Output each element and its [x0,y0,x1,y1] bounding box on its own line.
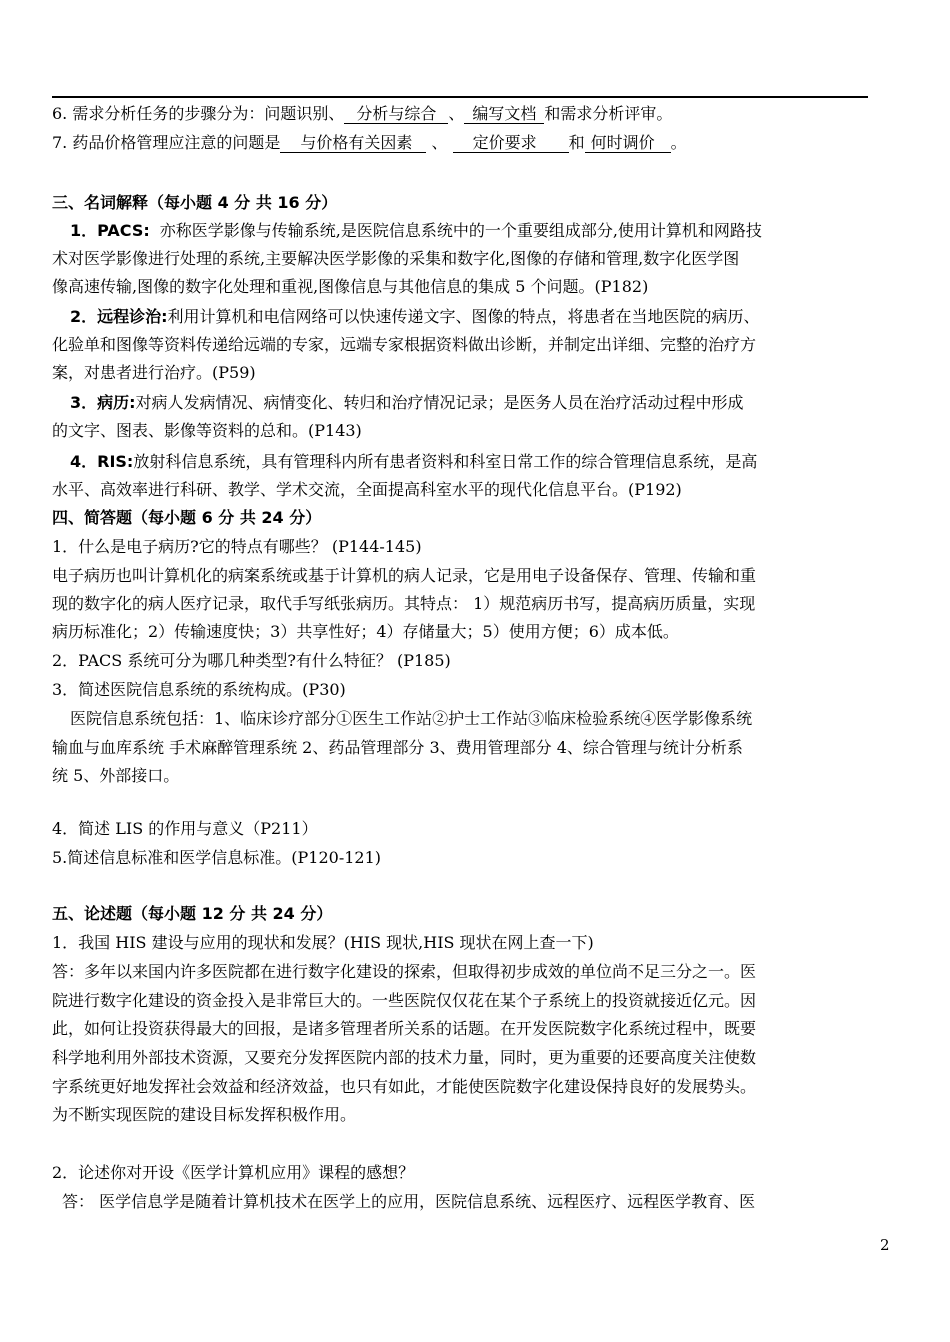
s5-answer-1-line-3: 此，如何让投资获得最大的回报，是诸多管理者所关系的话题。在开发医院数字化系统过程中，既要 [52,1019,757,1038]
s5-answer-1-line-5: 字系统更好地发挥社会效益和经济效益，也只有如此，才能使医院数字化建设保持良好的发展势头。 [52,1077,757,1096]
s5-answer-2-line-1: 答： 医学信息学是随着计算机技术在医学上的应用，医院信息系统、远程医疗、远程医学教育、医 [62,1192,756,1211]
term-ris-line-1 [52,451,900,473]
q6-answer-1: 分析与综合 [344,104,448,124]
s4-question-2: 2．PACS 系统可分为哪几种类型?有什么特征？ (P185) [52,651,451,670]
s5-answer-1-line-6: 为不断实现医院的建设目标发挥积极作用。 [52,1105,357,1124]
s4-answer-1-line-1: 电子病历也叫计算机化的病案系统或基于计算机的病人记录，它是用电子设备保存、管理、传输和重 [52,566,757,585]
s4-answer-1-line-3: 病历标准化；2）传输速度快；3）共享性好；4）存储量大；5）使用方便；6）成本低。 [52,622,679,641]
q7-answer-2: 定价要求 [453,133,569,153]
s4-answer-3-line-1: 医院信息系统包括：1、临床诊疗部分①医生工作站②护士工作站③临床检验系统④医学影像系统 [70,709,753,728]
term-telemed-line-1 [52,306,900,328]
q7-answer-1: 与价格有关因素 [280,133,426,153]
page-number: 2 [880,1236,890,1254]
term-telemed-line-2: 化验单和图像等资料传递给远端的专家，远端专家根据资料做出诊断，并制定出详细、完整的治疗方 [52,335,757,354]
fill-blank-q7 [52,132,900,154]
q6-prefix: 6. 需求分析任务的步骤分为：问题识别、 [52,104,345,123]
s5-answer-1-line-1: 答：多年以来国内许多医院都在进行数字化建设的探索，但取得初步成效的单位尚不足三分之一。医 [52,962,757,981]
s4-question-4: 4．简述 LIS 的作用与意义（P211） [52,819,318,838]
term-telemed-text: 利用计算机和电信网络可以快速传递文字、图像的特点，将患者在当地医院的病历、 [167,307,760,326]
term-telemed-line-3: 案，对患者进行治疗。(P59) [52,363,256,382]
q6-sep: 、 [448,104,465,123]
s4-question-5: 5.简述信息标准和医学信息标准。(P120-121) [52,848,382,867]
term-pacs-line-2: 术对医学影像进行处理的系统,主要解决医学影像的采集和数字化,图像的存储和管理,数字化医学图 [52,249,740,268]
term-ris-text: 放射科信息系统，具有管理科内所有患者资料和科室日常工作的综合管理信息系统，是高 [133,452,758,471]
s4-answer-3-line-2: 输血与血库系统 手术麻醉管理系统 2、药品管理部分 3、费用管理部分 4、综合管理与统计分析系 [52,738,743,757]
section4-title: 四、简答题（每小题 6 分 共 24 分） [52,508,322,527]
term-pacs-line-1 [52,220,900,242]
header-rule [52,96,868,98]
q6-answer-2: 编写文档 [464,104,544,124]
s4-answer-3-line-3: 统 5、外部接口。 [52,766,180,785]
s5-question-2: 2．论述你对开设《医学计算机应用》课程的感想？ [52,1163,415,1182]
s5-answer-1-line-4: 科学地利用外部技术资源，又要充分发挥医院内部的技术力量，同时，更为重要的还要高度关注使数 [52,1048,757,1067]
q7-prefix: 7. 药品价格管理应注意的问题是 [52,133,281,152]
section3-title: 三、名词解释（每小题 4 分 共 16 分） [52,193,338,212]
term-pacs-text: 亦称医学影像与传输系统,是医院信息系统中的一个重要组成部分,使用计算机和网路技 [159,221,762,240]
term-pacs-label: 1．PACS: [70,221,150,240]
s5-answer-1-line-2: 院进行数字化建设的资金投入是非常巨大的。一些医院仅仅花在某个子系统上的投资就接近亿元。因 [52,991,757,1010]
term-record-label: 3．病历: [70,393,136,412]
term-ris-label: 4．RIS: [70,452,134,471]
section5-title: 五、论述题（每小题 12 分 共 24 分） [52,904,333,923]
term-record-text: 对病人发病情况、病情变化、转归和治疗情况记录；是医务人员在治疗活动过程中形成 [135,393,744,412]
term-record-line-1 [52,392,900,414]
s4-question-3: 3．简述医院信息系统的系统构成。(P30) [52,680,346,699]
term-telemed-label: 2．远程诊治: [70,307,168,326]
q7-sep-2: 和 [568,133,585,152]
term-record-line-2: 的文字、图表、影像等资料的总和。(P143) [52,421,362,440]
s4-question-1: 1．什么是电子病历?它的特点有哪些？ (P144-145) [52,537,422,556]
q7-suffix: 。 [670,133,687,152]
q7-answer-3: 何时调价 [585,133,671,153]
fill-blank-q6 [52,103,900,125]
term-ris-line-2: 水平、高效率进行科研、教学、学术交流，全面提高科室水平的现代化信息平台。(P192) [52,480,682,499]
term-pacs-line-3: 像高速传输,图像的数字化处理和重视,图像信息与其他信息的集成 5 个问题。(P182) [52,277,649,296]
q6-suffix: 和需求分析评审。 [544,104,673,123]
q7-sep-1: 、 [426,133,453,152]
s5-question-1: 1．我国 HIS 建设与应用的现状和发展？(HIS 现状,HIS 现状在网上查一下) [52,933,594,952]
s4-answer-1-line-2: 现的数字化的病人医疗记录，取代手写纸张病历。其特点： 1）规范病历书写，提高病历质量，实现 [52,594,756,613]
